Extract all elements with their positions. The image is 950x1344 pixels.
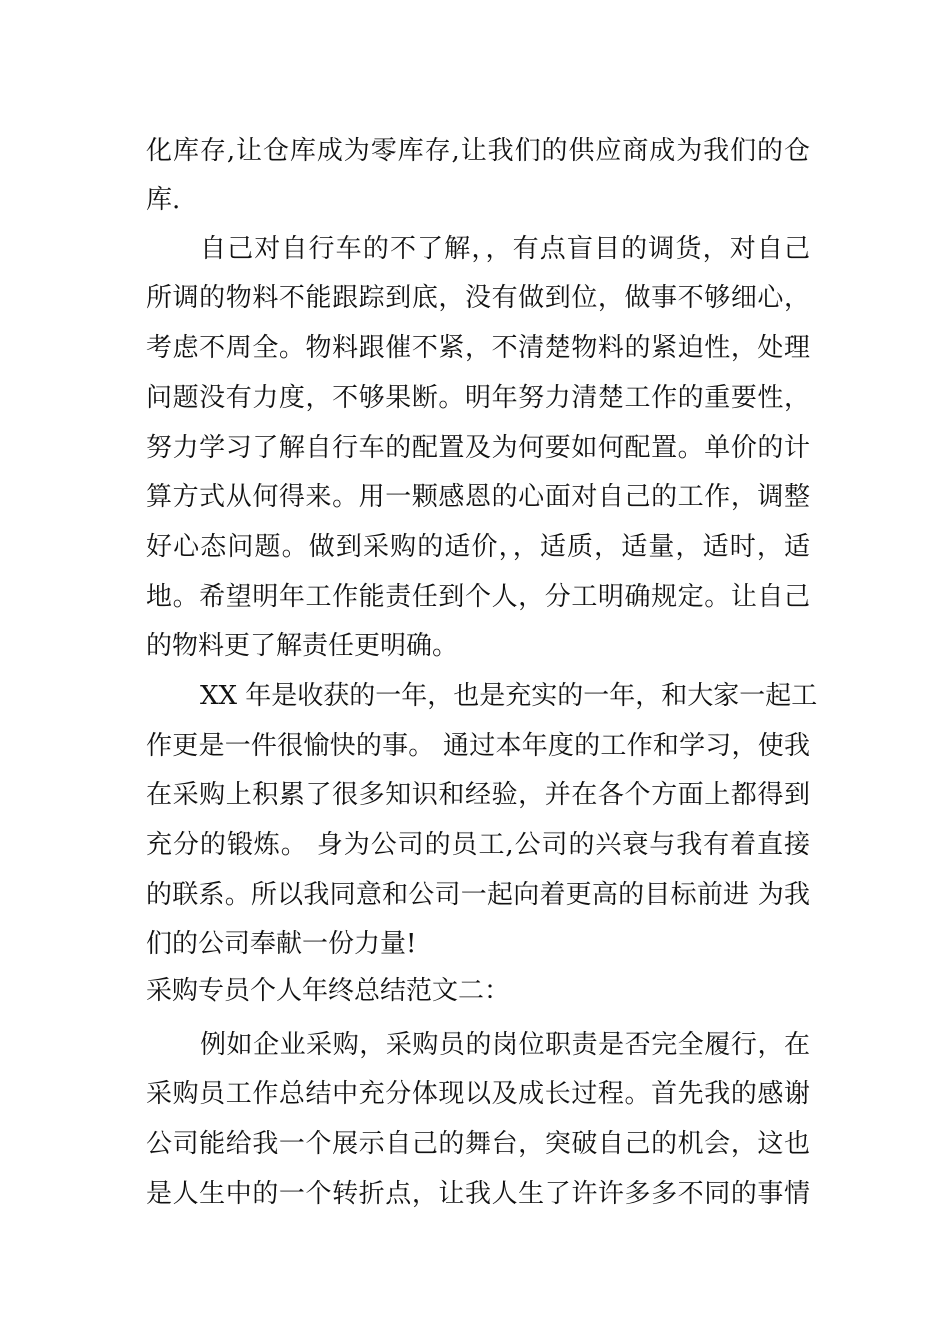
paragraph-line: 努力学习了解自行车的配置及为何要如何配置。单价的计 bbox=[146, 433, 810, 463]
paragraph-line: 库. bbox=[146, 185, 181, 215]
paragraph-line: 的联系。所以我同意和公司一起向着更高的目标前进 为我 bbox=[146, 880, 810, 910]
section-heading: 采购专员个人年终总结范文二： bbox=[146, 976, 511, 1006]
paragraph-line: 是人生中的一个转折点，让我人生了许许多多不同的事情 bbox=[146, 1179, 810, 1209]
paragraph-line: 公司能给我一个展示自己的舞台，突破自己的机会，这也 bbox=[146, 1129, 810, 1159]
paragraph-line: 地。希望明年工作能责任到个人，分工明确规定。让自己 bbox=[146, 582, 810, 612]
paragraph-line: 在采购上积累了很多知识和经验，并在各个方面上都得到 bbox=[146, 780, 810, 810]
paragraph-line: 考虑不周全。物料跟催不紧，不清楚物料的紧迫性，处理 bbox=[146, 333, 810, 363]
paragraph-line: XX 年是收获的一年，也是充实的一年，和大家一起工 bbox=[200, 681, 818, 711]
paragraph-line: 自己对自行车的不了解，，有点盲目的调货，对自己 bbox=[200, 234, 810, 264]
paragraph-line: 们的公司奉献一份力量! bbox=[146, 929, 417, 959]
paragraph-line: 好心态问题。做到采购的适价，，适质，适量，适时，适 bbox=[146, 532, 810, 562]
paragraph-line: 采购员工作总结中充分体现以及成长过程。首先我的感谢 bbox=[146, 1079, 810, 1109]
paragraph-line: 的物料更了解责任更明确。 bbox=[146, 631, 459, 661]
paragraph-line: 充分的锻炼。 身为公司的员工,公司的兴衰与我有着直接 bbox=[146, 830, 810, 860]
paragraph-line: 例如企业采购，采购员的岗位职责是否完全履行，在 bbox=[200, 1030, 810, 1060]
paragraph-line: 化库存,让仓库成为零库存,让我们的供应商成为我们的仓 bbox=[146, 136, 810, 166]
paragraph-line: 算方式从何得来。用一颗感恩的心面对自己的工作，调整 bbox=[146, 482, 810, 512]
paragraph-line: 问题没有力度，不够果断。明年努力清楚工作的重要性， bbox=[146, 383, 810, 413]
paragraph-line: 所调的物料不能跟踪到底，没有做到位，做事不够细心， bbox=[146, 283, 810, 313]
paragraph-line: 作更是一件很愉快的事。 通过本年度的工作和学习，使我 bbox=[146, 731, 810, 761]
